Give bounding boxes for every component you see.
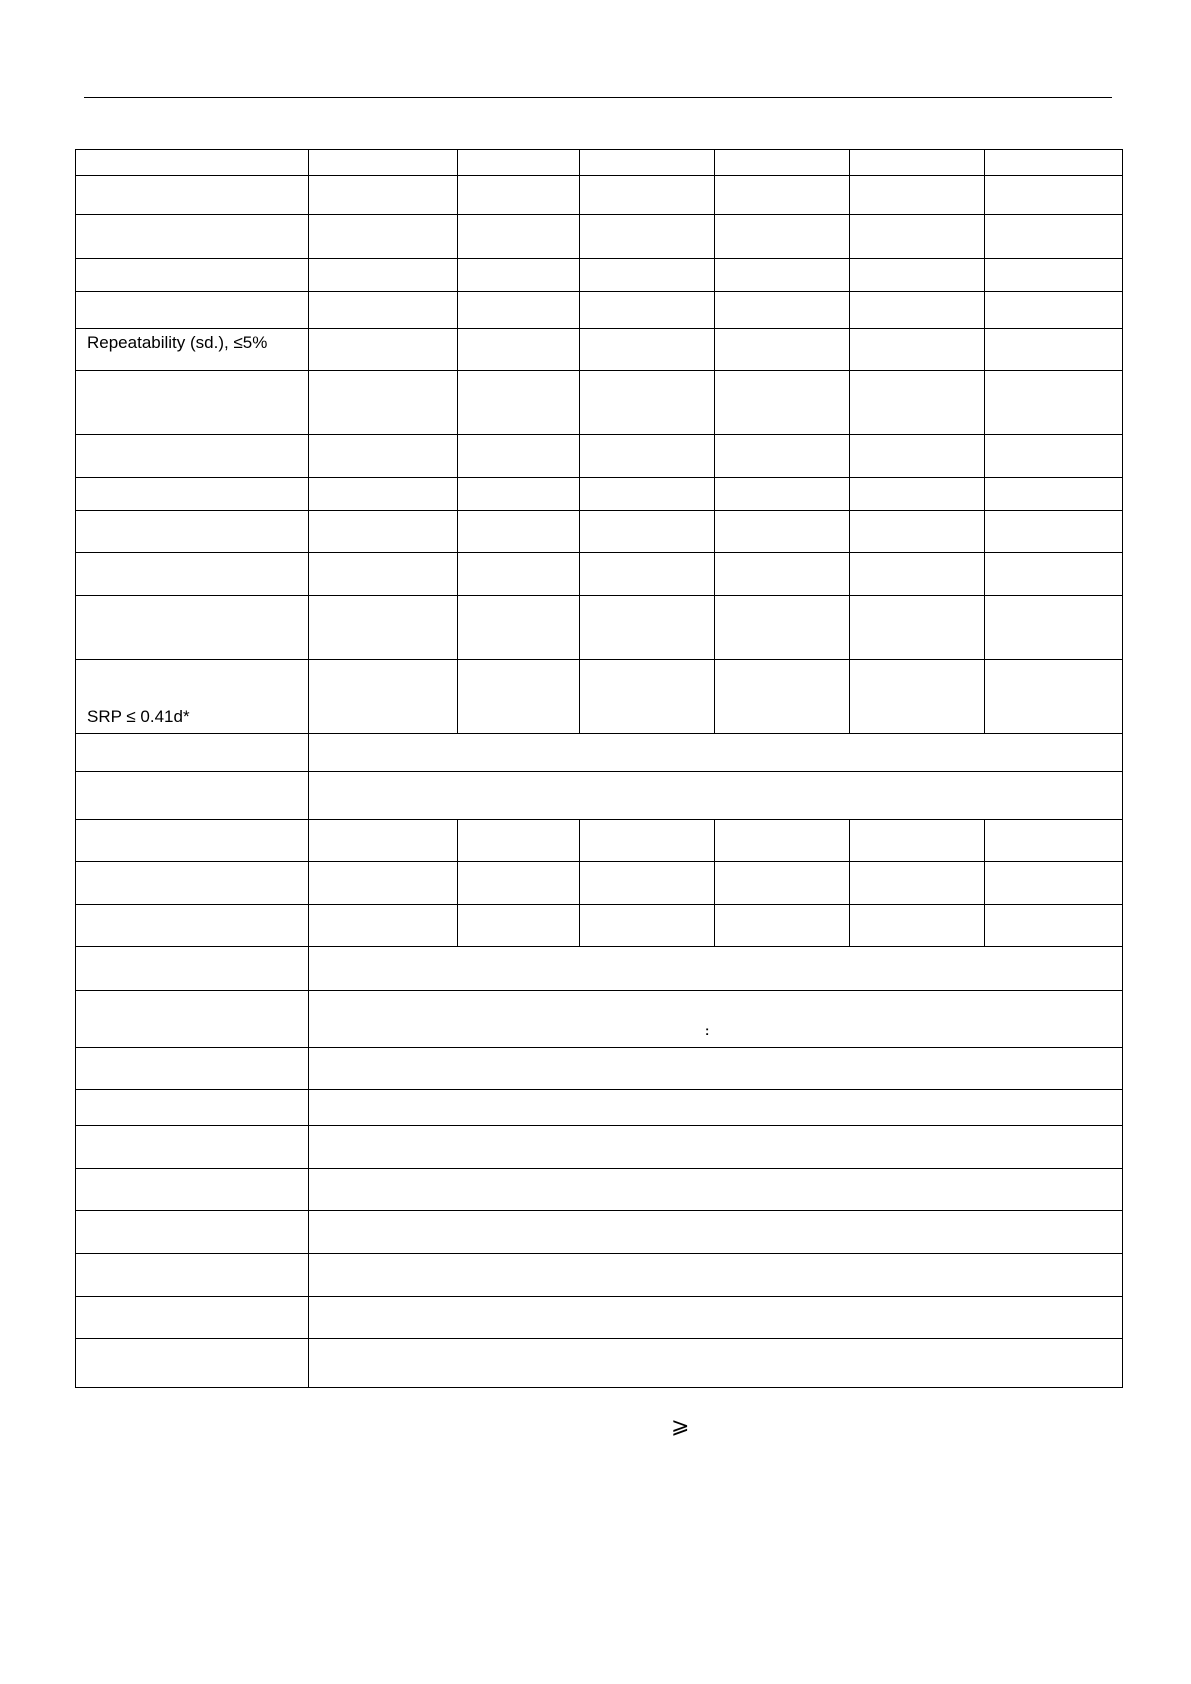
table-cell — [580, 820, 715, 862]
row-label — [76, 150, 309, 176]
table-cell — [985, 259, 1123, 292]
table-cell — [309, 259, 458, 292]
table-row — [76, 553, 1123, 596]
table-cell — [850, 862, 985, 905]
table-cell — [309, 905, 458, 947]
row-label — [76, 292, 309, 329]
table-cell — [985, 292, 1123, 329]
table-row — [76, 215, 1123, 259]
row-label — [76, 991, 309, 1048]
merged-cell — [309, 1339, 1123, 1388]
table-cell — [580, 596, 715, 660]
row-label — [76, 1254, 309, 1297]
table-row — [76, 150, 1123, 176]
row-label — [76, 596, 309, 660]
table-cell — [850, 553, 985, 596]
merged-cell — [309, 772, 1123, 820]
table-cell — [715, 596, 850, 660]
merged-cell — [309, 1297, 1123, 1339]
table-cell — [580, 478, 715, 511]
table-cell — [985, 150, 1123, 176]
table-cell — [458, 478, 580, 511]
table-cell — [715, 150, 850, 176]
table-cell — [850, 176, 985, 215]
table-cell — [309, 215, 458, 259]
table-row — [76, 596, 1123, 660]
table-cell — [309, 820, 458, 862]
table-cell — [985, 553, 1123, 596]
row-label: Repeatability (sd.), ≤5% — [76, 329, 309, 371]
table-cell — [850, 478, 985, 511]
row-label — [76, 1126, 309, 1169]
table-cell — [715, 553, 850, 596]
table-cell — [580, 329, 715, 371]
table-cell — [458, 553, 580, 596]
table-row — [76, 176, 1123, 215]
row-label — [76, 1211, 309, 1254]
table-cell — [715, 292, 850, 329]
table-cell — [985, 176, 1123, 215]
table-cell — [580, 371, 715, 435]
table-cell — [715, 176, 850, 215]
table-row — [76, 259, 1123, 292]
table-row — [76, 1169, 1123, 1211]
row-label — [76, 553, 309, 596]
merged-cell — [309, 1048, 1123, 1090]
table-cell — [580, 215, 715, 259]
table-row — [76, 1297, 1123, 1339]
specification-table — [75, 149, 1123, 1388]
table-row — [76, 371, 1123, 435]
table-cell — [985, 478, 1123, 511]
table-cell — [580, 511, 715, 553]
table-cell — [580, 862, 715, 905]
row-label — [76, 478, 309, 511]
header-rule — [84, 97, 1112, 98]
merged-cell — [309, 947, 1123, 991]
row-label — [76, 1169, 309, 1211]
table-cell — [458, 435, 580, 478]
row-label — [76, 947, 309, 991]
row-label — [76, 215, 309, 259]
table-cell — [715, 511, 850, 553]
table-cell — [985, 329, 1123, 371]
merged-cell — [309, 1126, 1123, 1169]
table-cell — [985, 596, 1123, 660]
table-row — [76, 660, 1123, 734]
table-cell — [580, 176, 715, 215]
table-cell — [309, 329, 458, 371]
table-cell — [458, 511, 580, 553]
table-cell — [309, 596, 458, 660]
table-cell — [715, 820, 850, 862]
table-cell — [309, 292, 458, 329]
table-cell — [309, 660, 458, 734]
table-cell — [850, 329, 985, 371]
merged-cell — [309, 1169, 1123, 1211]
row-label — [76, 1339, 309, 1388]
row-label — [76, 862, 309, 905]
table-cell — [850, 215, 985, 259]
table-row — [76, 478, 1123, 511]
table-row — [76, 820, 1123, 862]
row-label — [76, 1090, 309, 1126]
table-cell — [985, 511, 1123, 553]
table-cell — [850, 905, 985, 947]
table-row — [76, 435, 1123, 478]
table-row — [76, 1254, 1123, 1297]
table-row — [76, 329, 1123, 371]
merged-cell — [309, 1254, 1123, 1297]
table-cell — [580, 905, 715, 947]
table-row — [76, 1339, 1123, 1388]
table-cell — [715, 329, 850, 371]
table-cell — [309, 553, 458, 596]
table-row — [76, 991, 1123, 1048]
table-row — [76, 1126, 1123, 1169]
table-cell — [458, 862, 580, 905]
table-cell — [580, 435, 715, 478]
table-cell — [580, 150, 715, 176]
table-cell — [715, 660, 850, 734]
table-cell — [850, 820, 985, 862]
table-cell — [309, 435, 458, 478]
table-row — [76, 511, 1123, 553]
table-cell — [850, 660, 985, 734]
table-cell — [458, 329, 580, 371]
table-cell — [580, 292, 715, 329]
table-cell — [309, 862, 458, 905]
table-cell — [985, 660, 1123, 734]
merged-cell — [309, 1211, 1123, 1254]
table-cell — [715, 905, 850, 947]
table-cell — [458, 660, 580, 734]
row-label — [76, 259, 309, 292]
table-cell — [850, 150, 985, 176]
table-row — [76, 862, 1123, 905]
table-cell — [458, 820, 580, 862]
table-cell — [715, 371, 850, 435]
row-label — [76, 1048, 309, 1090]
table-row — [76, 772, 1123, 820]
table-cell — [850, 259, 985, 292]
table-cell — [850, 596, 985, 660]
table-row — [76, 1211, 1123, 1254]
table-row — [76, 1090, 1123, 1126]
table-cell — [715, 435, 850, 478]
table-cell — [580, 259, 715, 292]
row-label: SRP ≤ 0.41d* — [76, 660, 309, 734]
table-cell — [715, 862, 850, 905]
merged-cell — [309, 1090, 1123, 1126]
table-row — [76, 292, 1123, 329]
table-cell — [309, 150, 458, 176]
table-row — [76, 905, 1123, 947]
table-cell — [850, 292, 985, 329]
row-label — [76, 1297, 309, 1339]
table-cell — [458, 371, 580, 435]
table-cell — [458, 215, 580, 259]
merged-cell — [309, 734, 1123, 772]
table-cell — [458, 596, 580, 660]
table-cell — [458, 905, 580, 947]
table-cell — [985, 820, 1123, 862]
table-cell — [580, 660, 715, 734]
table-cell — [850, 435, 985, 478]
table-cell — [458, 292, 580, 329]
row-label — [76, 176, 309, 215]
table-row — [76, 734, 1123, 772]
table-cell — [309, 478, 458, 511]
table-cell — [309, 176, 458, 215]
table-cell — [850, 511, 985, 553]
row-label — [76, 435, 309, 478]
table-cell — [715, 215, 850, 259]
table-cell — [309, 511, 458, 553]
table-row — [76, 1048, 1123, 1090]
table-cell — [715, 259, 850, 292]
table-cell — [985, 905, 1123, 947]
greater-equal-glyph: ⩾ — [671, 1413, 690, 1438]
table-cell — [580, 553, 715, 596]
table-cell — [458, 150, 580, 176]
row-label — [76, 371, 309, 435]
merged-cell — [309, 991, 1123, 1048]
row-label — [76, 772, 309, 820]
table-row — [76, 947, 1123, 991]
table-cell — [458, 176, 580, 215]
table-cell — [309, 371, 458, 435]
row-label — [76, 905, 309, 947]
table-cell — [850, 371, 985, 435]
table-cell — [985, 435, 1123, 478]
table-cell — [458, 259, 580, 292]
table-cell — [715, 478, 850, 511]
colon-mark: : — [705, 1023, 710, 1038]
row-label — [76, 820, 309, 862]
table-cell — [985, 215, 1123, 259]
table-cell — [985, 862, 1123, 905]
table-cell — [985, 371, 1123, 435]
row-label — [76, 734, 309, 772]
row-label — [76, 511, 309, 553]
